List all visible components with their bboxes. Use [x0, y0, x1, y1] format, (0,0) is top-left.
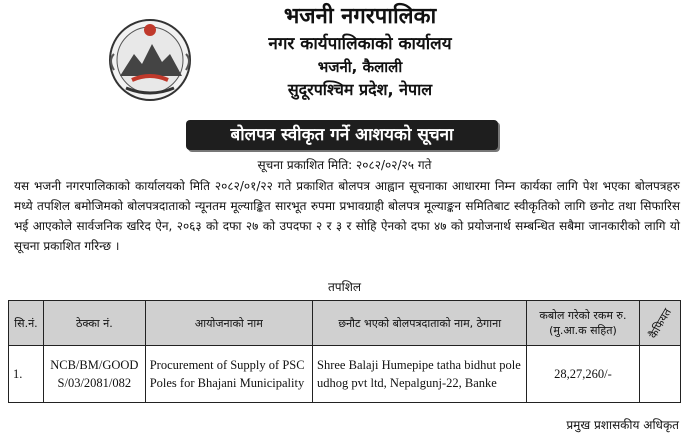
cell-amount: 28,27,260/- [527, 346, 639, 403]
province-country: सुदूरपश्चिम प्रदेश, नेपाल [287, 80, 433, 99]
signatory-title: प्रमुख प्रशासकीय अधिकृत [566, 418, 679, 432]
cell-sn: 1. [9, 346, 44, 403]
header-sn: सि.नं. [9, 301, 44, 346]
award-table [8, 300, 681, 403]
header-project: आयोजनाको नाम [145, 301, 312, 346]
cell-bidder: Shree Balaji Humepipe tatha bidhut pole udhog pvt ltd, Nepalgunj-22, Banke [313, 346, 527, 403]
notice-body: यस भजनी नगरपालिकाको कार्यालयको मिति २०८२/०१/२२ गते प्रकाशित बोलपत्र आह्वान सूचनाका आधारमा निम्न कार्यका लागि पेश भएका बोलपत्रहरु मध्ये तपशिल बमोजिमको बोलपत्रदाताको न्यूनतम मूल्याङ्कित सारभूत रुपमा प्रभावग्राही बोलपत्र मूल्याङ्कन समितिबाट स्वीकृतिको लागि छनोट तथा सिफारिस भई आएकोले सार्वजनिक खरिद ऐन, २०६३ को दफा २७ को उपदफा २ र ३ र सोहि ऐनको दफा ४७ को प्रयोजनार्थ सम्बन्धित सबैमा जानकारीको लागि यो सूचना प्रकाशित गरिन्छ । [14, 179, 680, 253]
letterhead [210, 2, 510, 102]
cell-project: Procurement of Supply of PSC Poles for Bhajani Municipality [145, 346, 312, 403]
table-row [9, 346, 681, 403]
office-name: नगर कार्यपालिकाको कार्यालय [268, 34, 452, 54]
remarks-label: कैफियत [646, 305, 674, 341]
office-location: भजनी, कैलाली [317, 58, 403, 76]
notice-title-banner: बोलपत्र स्वीकृत गर्ने आशयको सूचना [186, 120, 498, 150]
schedule-label: तपशिल [327, 280, 362, 294]
header-contract-no: ठेक्का नं. [43, 301, 145, 346]
nepal-government-emblem [104, 14, 196, 106]
cell-contract-no: NCB/BM/GOODS/03/2081/082 [43, 346, 145, 403]
municipality-name: भजनी नगरपालिका [283, 4, 437, 29]
header-amount: कबोल गरेको रकम रु. (मु.आ.क सहित) [527, 301, 639, 346]
header-remarks [639, 301, 680, 346]
publication-date: सूचना प्रकाशित मिति: २०८२/०२/२५ गते [257, 158, 432, 172]
cell-remarks [639, 346, 680, 403]
table-header-row [9, 301, 681, 346]
header-bidder: छनौट भएको बोलपत्रदाताको नाम, ठेगाना [313, 301, 527, 346]
